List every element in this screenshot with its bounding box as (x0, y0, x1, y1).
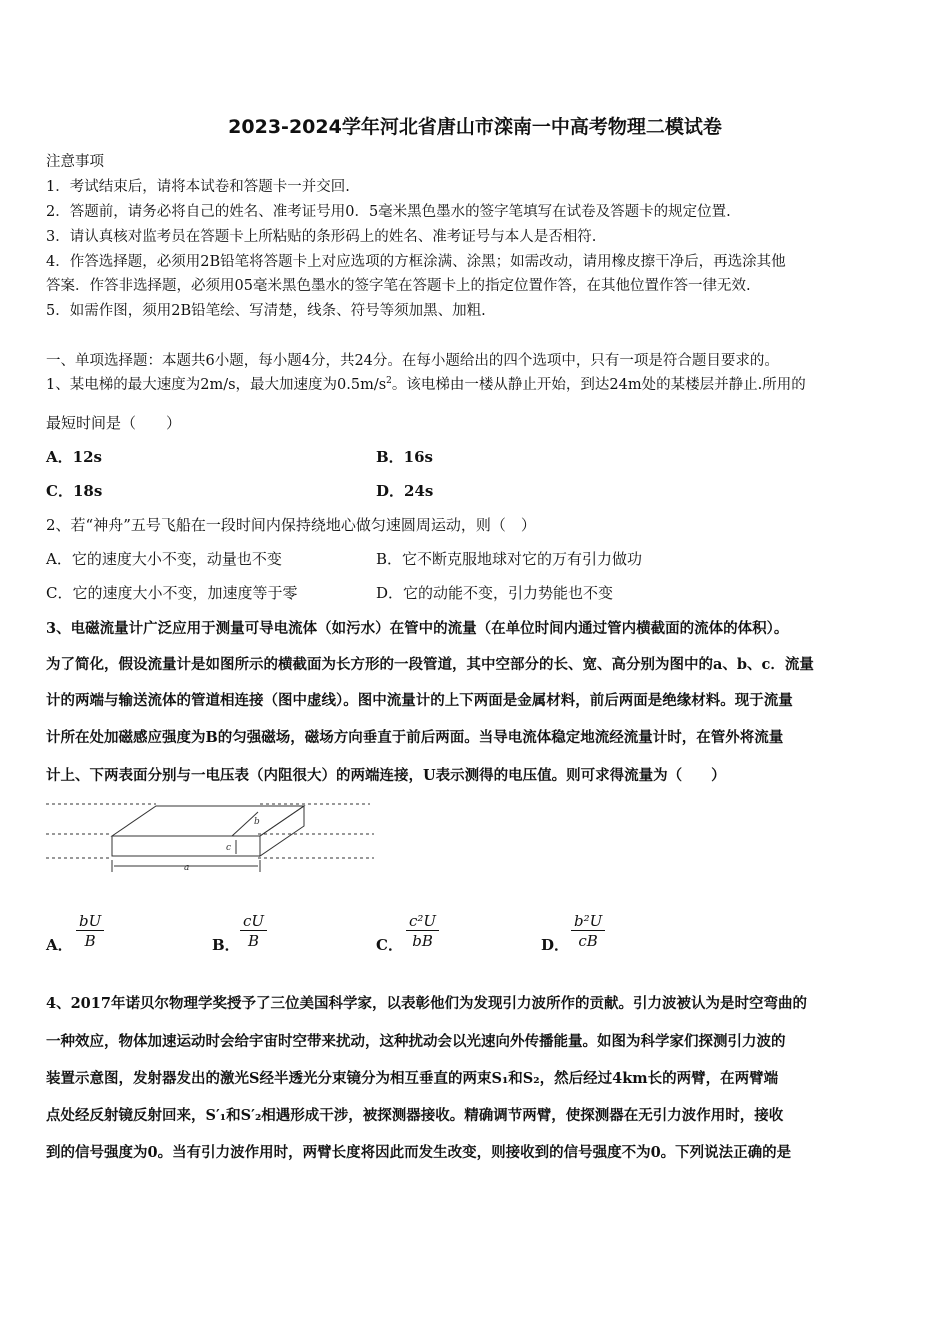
option-d-label[interactable]: D． (541, 936, 570, 954)
option-c-label[interactable]: C． (376, 936, 403, 954)
question-1-stem-line: 最短时间是（ ） (46, 414, 182, 432)
notice-item: 5．如需作图，须用2B铅笔绘、写清楚，线条、符号等须加黑、加粗. (46, 303, 486, 319)
question-3-stem-line: 计的两端与输送流体的管道相连接（图中虚线）。图中流量计的上下两面是金属材料，前后两面是绝缘材料。现于流量 (46, 692, 793, 709)
question-3-stem-line: 计上、下两表面分别与一电压表（内阻很大）的两端连接，U表示测得的电压值。则可求得流量为（ ） (46, 767, 726, 784)
question-4-stem-line: 装置示意图，发射器发出的激光S经半透光分束镜分为相互垂直的两束S₁和S₂，然后经过4km长的两臂，在两臂端 (46, 1070, 779, 1087)
question-3-stem-line: 计所在处加磁感应强度为B的匀强磁场，磁场方向垂直于前后两面。当导电流体稳定地流经流量计时，在管外将流量 (46, 729, 784, 746)
question-2-stem: 2、若“神舟”五号飞船在一段时间内保持绕地心做匀速圆周运动，则（ ） (46, 516, 536, 534)
option-d[interactable]: D．24s (376, 482, 434, 500)
option-d[interactable]: D．它的动能不变，引力势能也不变 (376, 584, 614, 602)
page-title: 2023-2024学年河北省唐山市滦南一中高考物理二模试卷 (228, 116, 722, 138)
label-b: b (254, 817, 260, 827)
question-4-stem-line: 到的信号强度为0。当有引力波作用时，两臂长度将因此而发生改变，则接收到的信号强度不为0。下列说法正确的是 (46, 1144, 792, 1161)
notice-item: 1．考试结束后，请将本试卷和答题卡一并交回. (46, 179, 350, 195)
notice-item: 2．答题前，请务必将自己的姓名、准考证号用0．5毫米黑色墨水的签字笔填写在试卷及答题卡的规定位置. (46, 204, 731, 220)
question-4-stem-line: 4、2017年诺贝尔物理学奖授予了三位美国科学家，以表彰他们为发现引力波所作的贡献。引力波被认为是时空弯曲的 (46, 995, 807, 1012)
option-a-label[interactable]: A． (46, 936, 73, 954)
option-d-fraction[interactable]: b²U cB (571, 912, 605, 951)
option-c[interactable]: C．它的速度大小不变，加速度等于零 (46, 584, 298, 602)
notice-item: 3．请认真核对监考员在答题卡上所粘贴的条形码上的姓名、准考证号与本人是否相符. (46, 229, 597, 245)
notice-item: 答案．作答非选择题，必须用05毫米黑色墨水的签字笔在答题卡上的指定位置作答，在其他位置作答一律无效. (46, 278, 751, 294)
option-b-fraction[interactable]: cU B (240, 912, 267, 951)
flowmeter-figure (46, 798, 376, 878)
option-b-label[interactable]: B． (212, 936, 240, 954)
label-c: c (226, 843, 232, 853)
option-a[interactable]: A．12s (46, 448, 102, 466)
option-b[interactable]: B．它不断克服地球对它的万有引力做功 (376, 550, 643, 568)
option-a[interactable]: A．它的速度大小不变，动量也不变 (46, 550, 282, 568)
question-3-stem-line: 为了简化，假设流量计是如图所示的横截面为长方形的一段管道，其中空部分的长、宽、高分别为图中的a、b、c．流量 (46, 656, 814, 673)
notice-item: 4．作答选择题，必须用2B铅笔将答题卡上对应选项的方框涂满、涂黑；如需改动，请用橡皮擦干净后，再选涂其他 (46, 254, 786, 270)
section-heading: 一、单项选择题：本题共6小题，每小题4分，共24分。在每小题给出的四个选项中，只有一项是符合题目要求的。 (46, 353, 779, 369)
question-1-stem-line: 1、某电梯的最大速度为2m/s，最大加速度为$0.5m/s^2$。该电梯由一楼从静止开始，到达24m处的某楼层并静止.所用的 (46, 376, 806, 393)
notice-heading: 注意事项 (46, 154, 104, 170)
question-4-stem-line: 点处经反射镜反射回来，S′₁和S′₂相遇形成干涉，被探测器接收。精确调节两臂，使探测器在无引力波作用时，接收 (46, 1107, 784, 1124)
label-a: a (184, 863, 190, 873)
question-3-stem-line: 3、电磁流量计广泛应用于测量可导电流体（如污水）在管中的流量（在单位时间内通过管内横截面的流体的体积）。 (46, 620, 789, 637)
option-a-fraction[interactable]: bU B (76, 912, 104, 951)
option-b[interactable]: B．16s (376, 448, 433, 466)
question-4-stem-line: 一种效应，物体加速运动时会给宇宙时空带来扰动，这种扰动会以光速向外传播能量。如图为科学家们探测引力波的 (46, 1033, 786, 1050)
option-c[interactable]: C．18s (46, 482, 103, 500)
option-c-fraction[interactable]: c²U bB (406, 912, 439, 951)
